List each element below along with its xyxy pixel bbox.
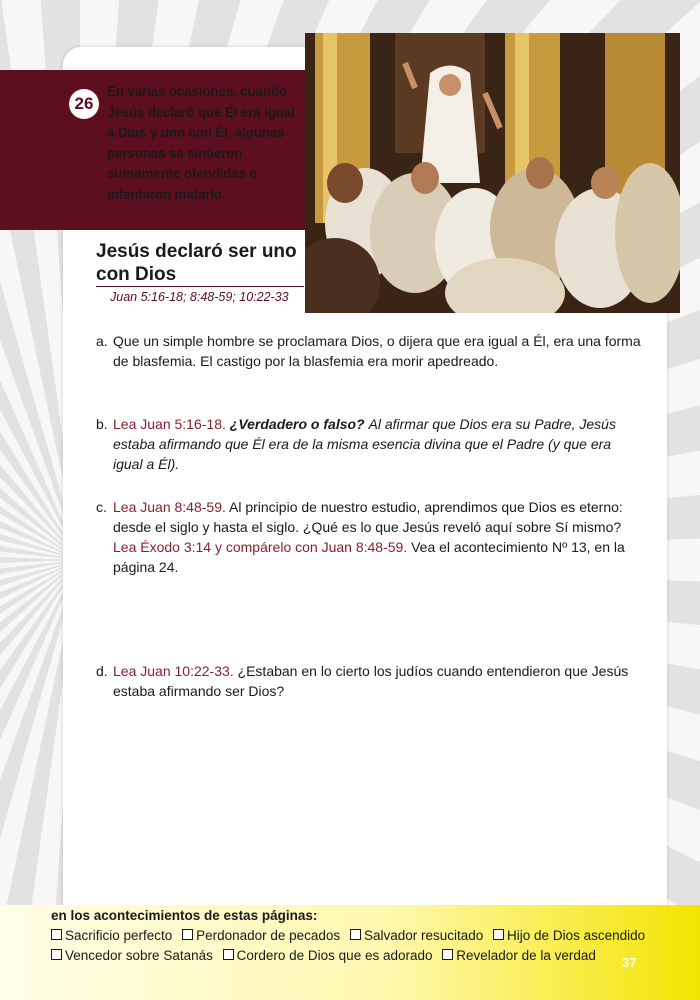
checkbox-icon[interactable] <box>223 949 234 960</box>
question-a <box>96 331 644 371</box>
question-letter: a. <box>96 333 108 349</box>
reading-reference: Lea Juan 10:22-33. <box>113 663 234 679</box>
checkbox-item[interactable]: Salvador resucitado <box>350 928 483 943</box>
event-description: En varias ocasiones, cuando Jesús declaró que Él era igual a Dios y uno con Él, algunas personas se sintieron sumamente ofendidas e intentaron matarlo. <box>107 84 295 202</box>
event-number-badge: 26 <box>69 89 99 119</box>
question-d <box>96 661 644 701</box>
reading-reference: Lea Juan 8:48-59. <box>113 499 226 515</box>
checkbox-icon[interactable] <box>442 949 453 960</box>
question-letter: b. <box>96 416 108 432</box>
checkbox-icon[interactable] <box>350 929 361 940</box>
question-a-text: Que un simple hombre se proclamara Dios, o dijera que era igual a Él, era una forma de blasfemia. El castigo por la blasfemia era morir apedreado. <box>113 333 641 369</box>
checkbox-item[interactable]: Perdonador de pecados <box>182 928 340 943</box>
checkbox-icon[interactable] <box>51 949 62 960</box>
question-d-text: ¿Estaban en lo cierto los judíos cuando entendieron que Jesús estaba afirmando ser Dios? <box>113 663 629 699</box>
question-letter: d. <box>96 663 108 679</box>
scripture-references: Juan 5:16-18; 8:48-59; 10:22-33 <box>110 290 289 304</box>
checkbox-icon[interactable] <box>182 929 193 940</box>
question-c <box>96 497 644 577</box>
checkbox-item[interactable]: Sacrificio perfecto <box>51 928 172 943</box>
question-b <box>96 414 644 474</box>
question-letter: c. <box>96 499 107 515</box>
question-b-text: Al afirmar que Dios era su Padre, Jesús estaba afirmando que Él era de la misma esencia divina que el Padre (y que era igual a Él). <box>113 416 616 472</box>
checkbox-item[interactable]: Vencedor sobre Satanás <box>51 948 213 963</box>
title-divider <box>96 286 304 287</box>
checkbox-item[interactable]: Revelador de la verdad <box>442 948 596 963</box>
footer-heading: en los acontecimientos de estas páginas: <box>51 908 318 923</box>
page-number: 37 <box>622 955 637 970</box>
checkbox-icon[interactable] <box>51 929 62 940</box>
compare-reference: Lea Éxodo 3:14 y compárelo con Juan 8:48-59. <box>113 539 408 555</box>
checkbox-item[interactable]: Hijo de Dios ascendido <box>493 928 645 943</box>
section-title: Jesús declaró ser uno con Dios <box>96 241 297 285</box>
footer-checklist-row-2 <box>51 948 602 963</box>
true-false-prompt: ¿Verdadero o falso? <box>229 416 365 432</box>
question-c-text: Al principio de nuestro estudio, aprendimos que Dios es eterno: desde el siglo y hasta el siglo. ¿Qué es lo que Jesús reveló aquí sobre Sí mismo? <box>113 499 623 535</box>
question-c-note: Vea el acontecimiento Nº 13, en la página 24. <box>113 539 625 575</box>
checkbox-icon[interactable] <box>493 929 504 940</box>
footer-checklist-row-1 <box>51 928 651 943</box>
reading-reference: Lea Juan 5:16-18. <box>113 416 226 432</box>
illustration-jesus-in-temple <box>305 33 680 313</box>
checkbox-item[interactable]: Cordero de Dios que es adorado <box>223 948 433 963</box>
